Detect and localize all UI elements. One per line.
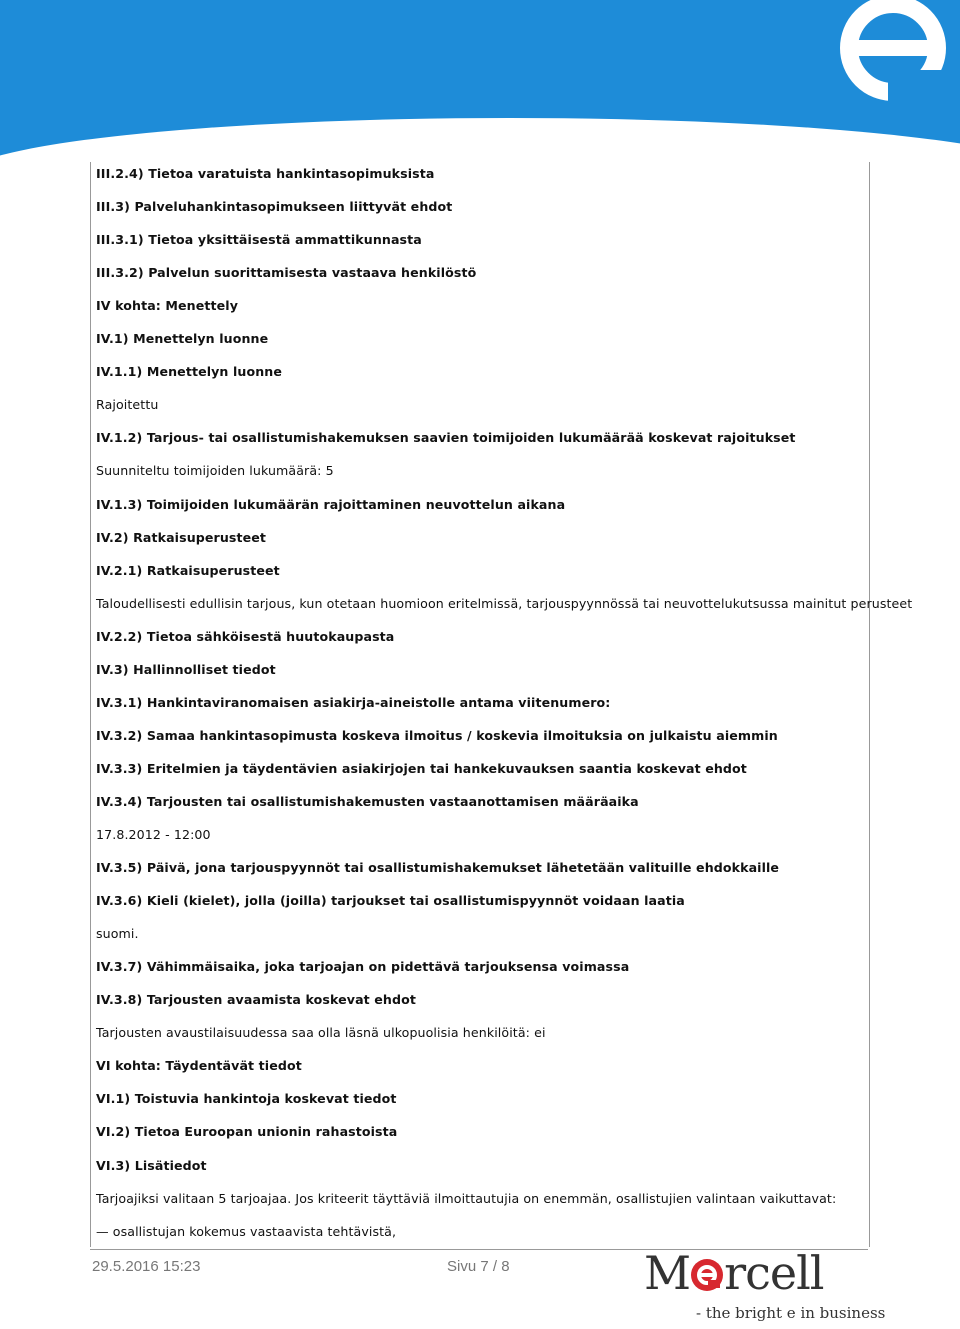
marcell-e-logo-icon xyxy=(838,0,948,110)
section-heading: IV.1.1) Menettelyn luonne xyxy=(96,364,282,380)
section-text: suomi. xyxy=(96,926,139,942)
brand-logo xyxy=(644,1246,886,1326)
section-heading: VI.1) Toistuvia hankintoja koskevat tiedot xyxy=(96,1091,397,1107)
section-heading: IV.3.8) Tarjousten avaamista koskevat ehdot xyxy=(96,992,416,1008)
section-heading: IV.2.2) Tietoa sähköisestä huutokaupasta xyxy=(96,628,395,644)
section-heading: III.3) Palveluhankintasopimukseen liittyvät ehdot xyxy=(96,199,453,215)
section-heading: VI kohta: Täydentävät tiedot xyxy=(96,1058,302,1074)
section-text: Tarjoajiksi valitaan 5 tarjoajaa. Jos kriteerit täyttäviä ilmoittautujia on enemmän, osallistujien valintaan vaikuttavat: xyxy=(96,1190,837,1206)
section-heading: III.3.1) Tietoa yksittäisestä ammattikunnasta xyxy=(96,232,422,248)
section-text: Suunniteltu toimijoiden lukumäärä: 5 xyxy=(96,463,334,479)
brand-word-end: rcell xyxy=(724,1246,824,1300)
section-text: Taloudellisesti edullisin tarjous, kun otetaan huomioon eritelmissä, tarjouspyynnössä tai neuvottelukutsussa mainitut perusteet xyxy=(96,595,913,611)
brand-tagline: - the bright e in business xyxy=(696,1304,886,1322)
section-heading: IV.1.2) Tarjous- tai osallistumishakemuksen saavien toimijoiden lukumäärää koskevat rajoitukset xyxy=(96,430,796,446)
footer-date: 29.5.2016 15:23 xyxy=(92,1258,201,1275)
section-heading: IV.2) Ratkaisuperusteet xyxy=(96,529,267,545)
section-text: 17.8.2012 - 12:00 xyxy=(96,827,211,842)
section-heading: IV.3.7) Vähimmäisaika, joka tarjoajan on pidettävä tarjouksensa voimassa xyxy=(96,959,630,975)
brand-word-start: M xyxy=(644,1246,691,1300)
section-heading: VI.2) Tietoa Euroopan unionin rahastoista xyxy=(96,1124,398,1140)
section-heading: IV.3) Hallinnolliset tiedot xyxy=(96,661,276,677)
marcell-e-brand-icon xyxy=(690,1258,724,1292)
section-heading: IV.3.1) Hankintaviranomaisen asiakirja-aineistolle antama viitenumero: xyxy=(96,694,611,710)
section-text: — osallistujan kokemus vastaavista tehtävistä, xyxy=(96,1223,397,1239)
section-heading: IV.3.6) Kieli (kielet), jolla (joilla) tarjoukset tai osallistumispyynnöt voidaan laatia xyxy=(96,893,685,909)
section-heading: IV.3.2) Samaa hankintasopimusta koskeva ilmoitus / koskevia ilmoituksia on julkaistu aiemmin xyxy=(96,727,778,743)
footer-page-number: Sivu 7 / 8 xyxy=(447,1258,510,1275)
section-heading: IV.3.4) Tarjousten tai osallistumishakemusten vastaanottamisen määräaika xyxy=(96,793,639,809)
section-text: Rajoitettu xyxy=(96,397,159,413)
section-text: Tarjousten avaustilaisuudessa saa olla läsnä ulkopuolisia henkilöitä: ei xyxy=(96,1025,546,1041)
section-heading: III.3.2) Palvelun suorittamisesta vastaava henkilöstö xyxy=(96,265,477,281)
brand-wordmark xyxy=(644,1246,824,1300)
section-heading: VI.3) Lisätiedot xyxy=(96,1157,207,1173)
section-heading: III.2.4) Tietoa varatuista hankintasopimuksista xyxy=(96,166,435,181)
section-heading: IV.2.1) Ratkaisuperusteet xyxy=(96,562,280,578)
section-heading: IV.3.3) Eritelmien ja täydentävien asiakirjojen tai hankekuvauksen saantia koskevat ehdot xyxy=(96,760,747,776)
section-heading: IV.1.3) Toimijoiden lukumäärän rajoittaminen neuvottelun aikana xyxy=(96,496,566,512)
section-heading: IV.3.5) Päivä, jona tarjouspyynnöt tai osallistumishakemukset lähetetään valituille ehdokkaille xyxy=(96,860,780,876)
section-heading: IV kohta: Menettely xyxy=(96,298,238,314)
section-heading: IV.1) Menettelyn luonne xyxy=(96,331,269,347)
